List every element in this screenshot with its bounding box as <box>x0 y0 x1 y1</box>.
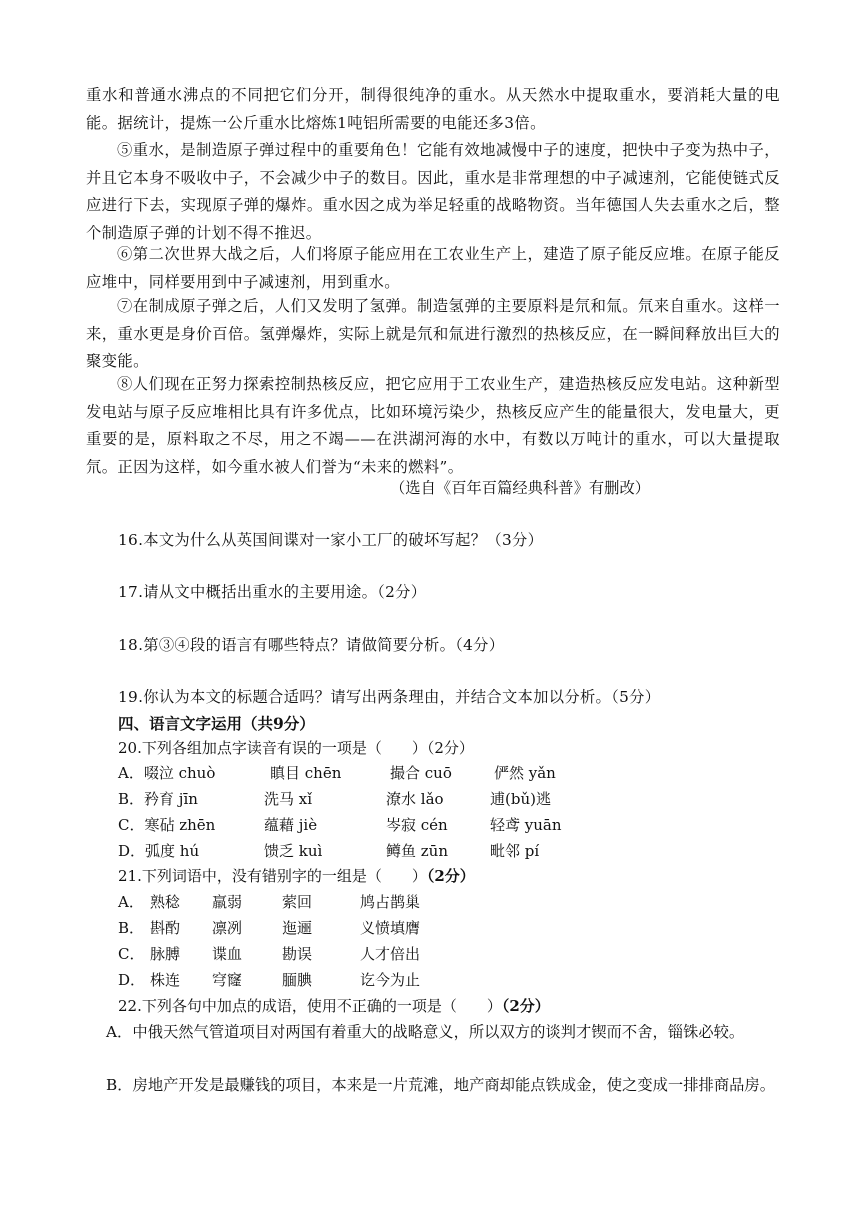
question-16: 16.本文为什么从英国间谍对一家小工厂的破坏写起？（3分） <box>118 531 544 549</box>
passage-paragraph-5: ⑤重水，是制造原子弹过程中的重要角色！它能有效地减慢中子的速度，把快中子变为热中子，并且它本身不吸收中子，不会减少中子的数目。因此，重水是非常理想的中子减速剂，它能使链式反应进行下去，实现原子弹的爆炸。重水因之成为举足轻重的战略物资。当年德国人失去重水之后，整个制造原子弹的计划不得不推迟。 <box>86 141 780 242</box>
question-20-stem: 20.下列各组加点字读音有误的一项是（ ）（2分） <box>118 739 474 757</box>
q20-option-d-3: 鳟鱼 zūn <box>386 842 448 860</box>
q20-option-a-4: 俨然 yǎn <box>494 764 556 782</box>
section-heading: 四、语言文字运用（共9分） <box>118 714 315 733</box>
q21-option-d-3: 腼腆 <box>282 971 313 989</box>
question-22-text: 22.下列各句中加点的成语，使用不正确的一项是（ ） <box>118 997 502 1015</box>
q21-option-c-3: 勘误 <box>282 945 313 963</box>
q21-option-d-4: 讫今为止 <box>360 971 421 989</box>
q20-option-c-2: 蕴藉 jiè <box>264 816 318 834</box>
q21-option-c-4: 人才倍出 <box>360 945 421 963</box>
question-18: 18.第③④段的语言有哪些特点？请做简要分析。（4分） <box>118 636 505 654</box>
question-21-stem <box>118 865 475 886</box>
q21-option-b-4: 义愤填膺 <box>360 919 421 937</box>
q21-option-c-2: 谍血 <box>212 945 243 963</box>
passage-source: （选自《百年百篇经典科普》有删改） <box>390 479 651 497</box>
q21-option-b-label: B． <box>118 919 145 937</box>
passage-paragraph-8: ⑧人们现在正努力探索控制热核反应，把它应用于工农业生产，建造热核反应发电站。这种新型发电站与原子反应堆相比具有许多优点，比如环境污染少，热核反应产生的能量很大，发电量大，更重要的是，原料取之不尽，用之不竭——在洪湖河海的水中，有数以万吨计的重水，可以大量提取氘。正因为这样，如今重水被人们誉为“未来的燃料”。 <box>86 375 780 476</box>
q21-option-c-1: 脉膊 <box>150 945 181 963</box>
q20-option-c-3: 岑寂 cén <box>386 816 448 834</box>
question-21-text: 21.下列词语中，没有错别字的一组是（ ） <box>118 867 427 885</box>
q21-option-a-2: 羸弱 <box>212 893 243 911</box>
question-22-option-a: A．中俄天然气管道项目对两国有着重大的战略意义，所以双方的谈判才锲而不舍，锱铢必较。 <box>106 1023 745 1041</box>
q20-option-b-2: 洗马 xǐ <box>264 790 313 808</box>
passage-paragraph-7: ⑦在制成原子弹之后，人们又发明了氢弹。制造氢弹的主要原料是氘和氚。氘来自重水。这样一来，重水更是身价百倍。氢弹爆炸，实际上就是氘和氚进行激烈的热核反应，在一瞬间释放出巨大的聚变能。 <box>86 297 780 370</box>
question-22-score: （2分） <box>501 997 550 1015</box>
q20-option-d-2: 馈乏 kuì <box>264 842 323 860</box>
q21-option-a-3: 萦回 <box>282 893 313 911</box>
q21-option-d-label: D． <box>118 971 146 989</box>
passage-paragraph-6: ⑥第二次世界大战之后，人们将原子能应用在工农业生产上，建造了原子能反应堆。在原子能反应堆中，同样要用到中子减速剂，用到重水。 <box>86 245 780 291</box>
q20-option-d-1: D．弧度 hú <box>118 842 200 860</box>
question-19: 19.你认为本文的标题合适吗？请写出两条理由，并结合文本加以分析。（5分） <box>118 688 661 706</box>
q20-option-b-3: 潦水 lǎo <box>386 790 444 808</box>
q20-option-a-1: A．啜泣 chuò <box>118 764 216 782</box>
q20-option-c-1: C．寒砧 zhēn <box>118 816 216 834</box>
passage-paragraph-intro: 重水和普通水沸点的不同把它们分开，制得很纯净的重水。从天然水中提取重水，要消耗大量的电能。据统计，提炼一公斤重水比熔炼1吨铝所需要的电能还多3倍。 <box>86 86 780 132</box>
q20-option-a-3: 撮合 cuō <box>390 764 452 782</box>
q20-option-a-2: 瞋目 chēn <box>270 764 342 782</box>
question-17: 17.请从文中概括出重水的主要用途。（2分） <box>118 583 427 601</box>
q21-option-b-2: 凛冽 <box>212 919 243 937</box>
q21-option-d-1: 株连 <box>150 971 181 989</box>
question-22-option-b: B．房地产开发是最赚钱的项目，本来是一片荒滩，地产商却能点铁成金，使之变成一排排商品房。 <box>106 1076 776 1094</box>
q21-option-a-1: 熟稔 <box>150 893 181 911</box>
q20-option-b-4: 逋(bǔ)逃 <box>490 790 551 808</box>
q20-option-c-4: 轻鸢 yuān <box>490 816 562 834</box>
question-22-stem <box>118 995 550 1016</box>
q21-option-a-4: 鸠占鹊巢 <box>360 893 421 911</box>
q20-option-d-4: 毗邻 pí <box>490 842 540 860</box>
question-21-score: （2分） <box>426 867 475 885</box>
q21-option-c-label: C． <box>118 945 145 963</box>
q21-option-a-label: A． <box>118 893 144 911</box>
q21-option-b-1: 斟酌 <box>150 919 181 937</box>
q21-option-b-3: 迤逦 <box>282 919 313 937</box>
q20-option-b-1: B．矜育 jīn <box>118 790 198 808</box>
q21-option-d-2: 穹窿 <box>212 971 243 989</box>
